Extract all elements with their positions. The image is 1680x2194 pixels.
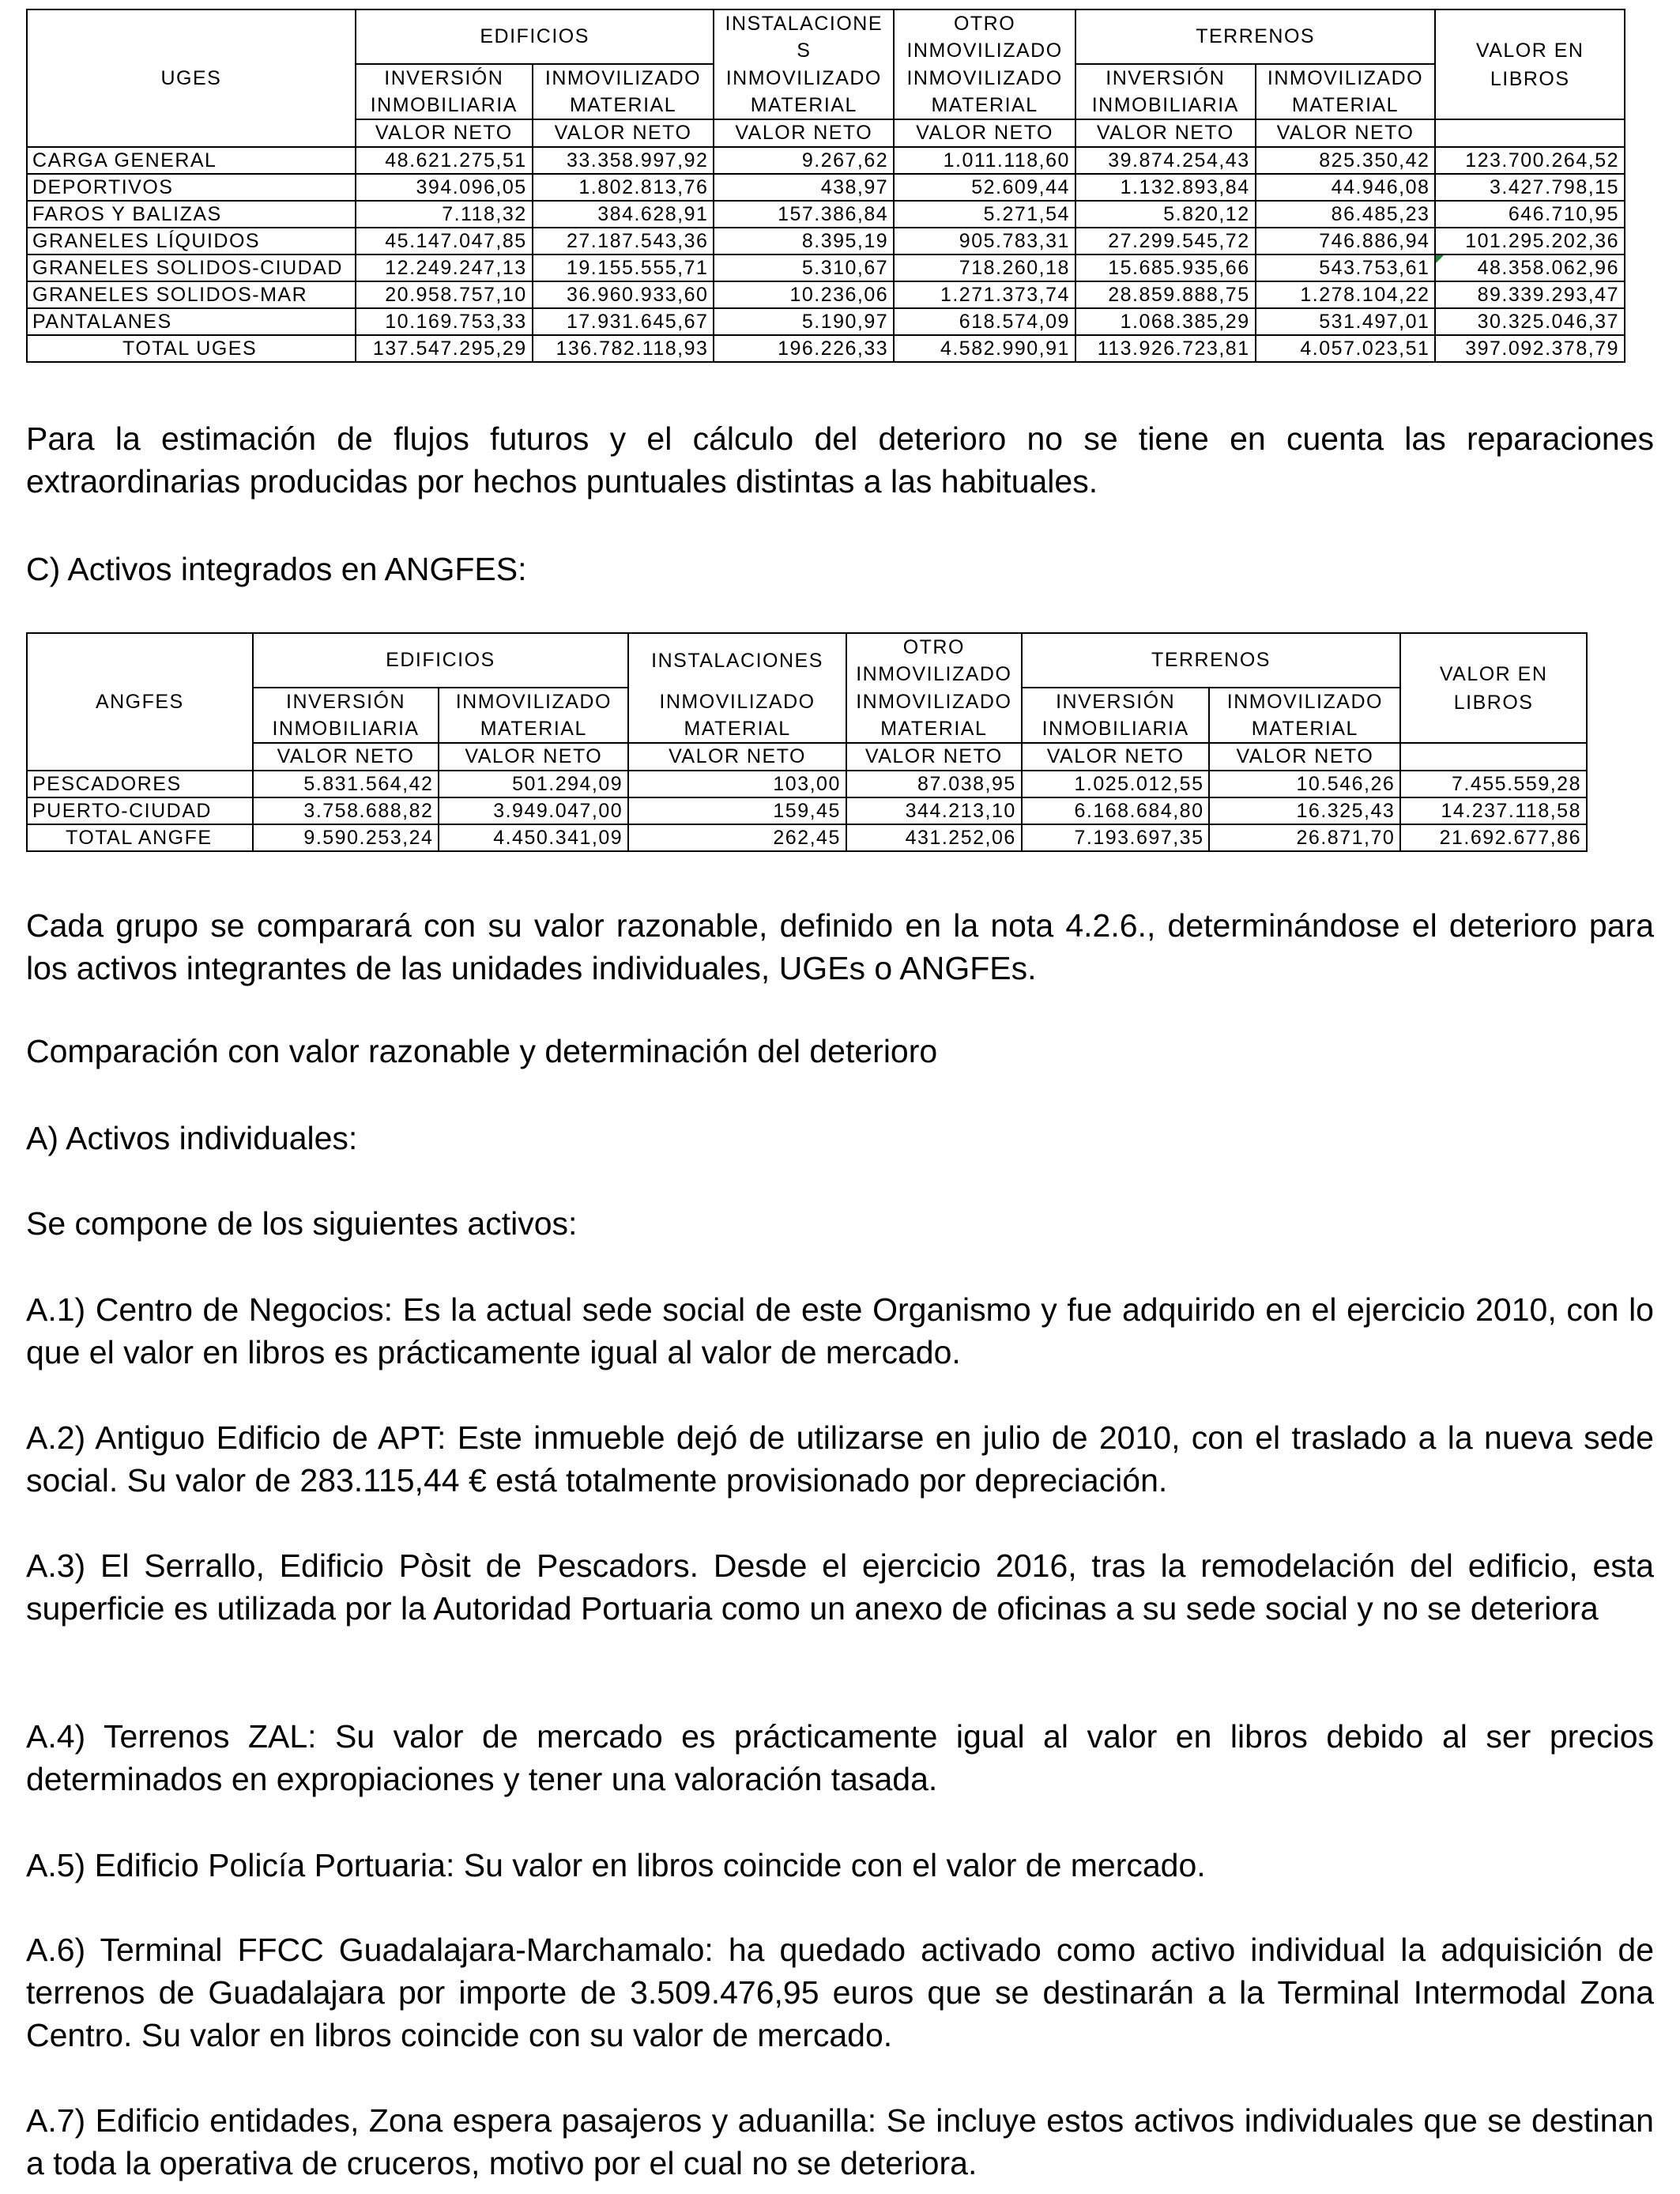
cell: 905.783,31: [894, 228, 1075, 254]
table-row: [27, 147, 1625, 174]
valor-neto-header: VALOR NETO: [533, 119, 714, 147]
cell: 45.147.047,85: [356, 228, 533, 254]
cell: 20.958.757,10: [356, 281, 533, 308]
cell: 1.278.104,22: [1256, 281, 1436, 308]
row-label: PUERTO-CIUDAD: [27, 797, 253, 824]
total-row: [27, 824, 1587, 851]
cell: 15.685.935,66: [1075, 254, 1256, 281]
instal-inm-mat-header: INMOVILIZADO MATERIAL: [628, 688, 846, 743]
cell: 9.267,62: [714, 147, 894, 174]
total-cell: 262,45: [628, 824, 846, 851]
heading-comparacion: Comparación con valor razonable y determinación del deterioro: [26, 1033, 938, 1069]
cell: 438,97: [714, 174, 894, 201]
total-label: TOTAL ANGFE: [27, 824, 253, 851]
angfes-header-row-1: [27, 633, 1587, 688]
table-row: [27, 281, 1625, 308]
cell: 394.096,05: [356, 174, 533, 201]
paragraph-flujos: Para la estimación de flujos futuros y el cálculo del deterioro no se tiene en cuenta las reparaciones extraordinarias producidas por hechos puntuales distintas a las habituales.: [26, 420, 1654, 499]
paragraph-a4: A.4) Terrenos ZAL: Su valor de mercado es prácticamente igual al valor en libros debido al ser precios determinados en expropiaciones y tener una valoración tasada.: [26, 1718, 1654, 1797]
valor-neto-header: VALOR NETO: [439, 743, 628, 771]
total-label: TOTAL UGES: [27, 335, 356, 362]
instal-inm-mat-header: INMOVILIZADO MATERIAL: [714, 64, 894, 119]
cell: 52.609,44: [894, 174, 1075, 201]
total-cell: 137.547.295,29: [356, 335, 533, 362]
cell: 7.118,32: [356, 201, 533, 228]
row-label: CARGA GENERAL: [27, 147, 356, 174]
heading-activos-individuales: A) Activos individuales:: [26, 1120, 358, 1156]
cell: 6.168.684,80: [1022, 797, 1210, 824]
cell: 86.485,23: [1256, 201, 1436, 228]
cell: 5.310,67: [714, 254, 894, 281]
cell: 10.169.753,33: [356, 308, 533, 335]
table-row: [27, 254, 1625, 281]
valor-neto-header: VALOR NETO: [1209, 743, 1400, 771]
valor-libros-header: VALOR EN LIBROS: [1435, 9, 1625, 119]
otro-inm-mat-header: INMOVILIZADO MATERIAL: [894, 64, 1075, 119]
cell: 27.187.543,36: [533, 228, 714, 254]
valor-libros-blank: [1435, 119, 1625, 147]
cell: 39.874.254,43: [1075, 147, 1256, 174]
row-label: PESCADORES: [27, 771, 253, 797]
valor-neto-header: VALOR NETO: [1022, 743, 1210, 771]
total-cell: 113.926.723,81: [1075, 335, 1256, 362]
valor-neto-header: VALOR NETO: [846, 743, 1022, 771]
terrenos-header: TERRENOS: [1075, 9, 1435, 64]
cell: 30.325.046,37: [1435, 308, 1625, 335]
cell: 5.831.564,42: [253, 771, 439, 797]
cell-flagged: 48.358.062,96: [1435, 254, 1625, 281]
table-row: [27, 174, 1625, 201]
cell: 1.068.385,29: [1075, 308, 1256, 335]
cell: 1.025.012,55: [1022, 771, 1210, 797]
valor-neto-header: VALOR NETO: [894, 119, 1075, 147]
total-cell: 196.226,33: [714, 335, 894, 362]
cell: 531.497,01: [1256, 308, 1436, 335]
cell: 5.820,12: [1075, 201, 1256, 228]
cell: 3.427.798,15: [1435, 174, 1625, 201]
valor-neto-header: VALOR NETO: [628, 743, 846, 771]
paragraph-a5: A.5) Edificio Policía Portuaria: Su valor en libros coincide con el valor de mercado.: [26, 1847, 1206, 1883]
table-row: [27, 228, 1625, 254]
edif-inv-inm-header: INVERSIÓN INMOBILIARIA: [356, 64, 533, 119]
uges-table: [26, 9, 1625, 363]
table-row: [27, 771, 1587, 797]
cell: 5.271,54: [894, 201, 1075, 228]
angfes-header-label: ANGFES: [27, 633, 253, 771]
table-row: [27, 201, 1625, 228]
cell: 36.960.933,60: [533, 281, 714, 308]
cell: 19.155.555,71: [533, 254, 714, 281]
otro-header: OTRO INMOVILIZADO: [846, 633, 1022, 688]
table-row: [27, 797, 1587, 824]
valor-libros-blank: [1400, 743, 1587, 771]
total-row: [27, 335, 1625, 362]
terr-inv-inm-header: INVERSIÓN INMOBILIARIA: [1022, 688, 1210, 743]
cell: 1.802.813,76: [533, 174, 714, 201]
instalaciones-header: INSTALACIONES: [628, 633, 846, 688]
uges-header-row-1: [27, 9, 1625, 64]
terr-inm-mat-header: INMOVILIZADO MATERIAL: [1209, 688, 1400, 743]
angfes-table: [26, 632, 1588, 852]
paragraph-a2: A.2) Antiguo Edificio de APT: Este inmueble dejó de utilizarse en julio de 2010, con el traslado a la nueva sede social. Su valor de 283.115,44 € está totalmente provisionado por depreciación.: [26, 1419, 1654, 1498]
cell: 543.753,61: [1256, 254, 1436, 281]
paragraph-a6: A.6) Terminal FFCC Guadalajara-Marchamalo: ha quedado activado como activo individual la adquisición de terrenos de Guadalajara por importe de 3.509.476,95 euros que se destinarán a la Terminal Intermodal Zona Centro. Su valor en libros coincide con su valor de mercado.: [26, 1932, 1654, 2053]
cell: 344.213,10: [846, 797, 1022, 824]
total-cell: 9.590.253,24: [253, 824, 439, 851]
cell: 16.325,43: [1209, 797, 1400, 824]
total-cell: 21.692.677,86: [1400, 824, 1587, 851]
cell: 1.011.118,60: [894, 147, 1075, 174]
paragraph-se-compone: Se compone de los siguientes activos:: [26, 1205, 578, 1242]
terrenos-header: TERRENOS: [1022, 633, 1400, 688]
cell: 159,45: [628, 797, 846, 824]
uges-header-label: UGES: [27, 9, 356, 147]
valor-neto-header: VALOR NETO: [356, 119, 533, 147]
cell: 646.710,95: [1435, 201, 1625, 228]
row-label: GRANELES LÍQUIDOS: [27, 228, 356, 254]
terr-inm-mat-header: INMOVILIZADO MATERIAL: [1256, 64, 1436, 119]
total-cell: 4.450.341,09: [439, 824, 628, 851]
edificios-header: EDIFICIOS: [356, 9, 714, 64]
cell: 123.700.264,52: [1435, 147, 1625, 174]
angfes-header-row-3: [27, 743, 1587, 771]
cell: 384.628,91: [533, 201, 714, 228]
cell: 89.339.293,47: [1435, 281, 1625, 308]
table-row: [27, 308, 1625, 335]
row-label: FAROS Y BALIZAS: [27, 201, 356, 228]
cell: 33.358.997,92: [533, 147, 714, 174]
cell: 8.395,19: [714, 228, 894, 254]
cell: 103,00: [628, 771, 846, 797]
cell: 718.260,18: [894, 254, 1075, 281]
cell: 3.949.047,00: [439, 797, 628, 824]
total-cell: 136.782.118,93: [533, 335, 714, 362]
row-label: DEPORTIVOS: [27, 174, 356, 201]
cell: 825.350,42: [1256, 147, 1436, 174]
otro-header: OTRO INMOVILIZADO: [894, 9, 1075, 64]
cell: 101.295.202,36: [1435, 228, 1625, 254]
paragraph-valor-razonable: Cada grupo se comparará con su valor razonable, definido en la nota 4.2.6., determinándose el deterioro para los activos integrantes de las unidades individuales, UGEs o ANGFEs.: [26, 907, 1654, 986]
cell: 14.237.118,58: [1400, 797, 1587, 824]
angfes-header-row-2: [27, 688, 1587, 743]
row-label: PANTALANES: [27, 308, 356, 335]
edif-inv-inm-header: INVERSIÓN INMOBILIARIA: [253, 688, 439, 743]
cell: 28.859.888,75: [1075, 281, 1256, 308]
cell: 12.249.247,13: [356, 254, 533, 281]
total-cell: 4.582.990,91: [894, 335, 1075, 362]
edif-inm-mat-header: INMOVILIZADO MATERIAL: [439, 688, 628, 743]
row-label: GRANELES SOLIDOS-MAR: [27, 281, 356, 308]
cell: 501.294,09: [439, 771, 628, 797]
total-cell: 397.092.378,79: [1435, 335, 1625, 362]
cell: 5.190,97: [714, 308, 894, 335]
terr-inv-inm-header: INVERSIÓN INMOBILIARIA: [1075, 64, 1256, 119]
edif-inm-mat-header: INMOVILIZADO MATERIAL: [533, 64, 714, 119]
paragraph-a3: A.3) El Serrallo, Edificio Pòsit de Pescadors. Desde el ejercicio 2016, tras la remodelación del edificio, esta superficie es utilizada por la Autoridad Portuaria como un anexo de oficinas a su sede social y no se deteriora: [26, 1547, 1654, 1627]
cell: 87.038,95: [846, 771, 1022, 797]
heading-angfes: C) Activos integrados en ANGFES:: [26, 551, 527, 587]
cell: 10.236,06: [714, 281, 894, 308]
cell: 1.271.373,74: [894, 281, 1075, 308]
edificios-header: EDIFICIOS: [253, 633, 629, 688]
cell: 1.132.893,84: [1075, 174, 1256, 201]
paragraph-a7: A.7) Edificio entidades, Zona espera pasajeros y aduanilla: Se incluye estos activos individuales que se destinan a toda la operativa de cruceros, motivo por el cual no se deteriora.: [26, 2102, 1654, 2181]
cell: 44.946,08: [1256, 174, 1436, 201]
paragraph-a1: A.1) Centro de Negocios: Es la actual sede social de este Organismo y fue adquirido en el ejercicio 2010, con lo que el valor en libros es prácticamente igual al valor de mercado.: [26, 1291, 1654, 1370]
valor-neto-header: VALOR NETO: [253, 743, 439, 771]
total-cell: 26.871,70: [1209, 824, 1400, 851]
cell: 746.886,94: [1256, 228, 1436, 254]
cell: 48.621.275,51: [356, 147, 533, 174]
cell: 157.386,84: [714, 201, 894, 228]
valor-libros-header: VALOR EN LIBROS: [1400, 633, 1587, 743]
cell: 618.574,09: [894, 308, 1075, 335]
cell: 27.299.545,72: [1075, 228, 1256, 254]
instalaciones-header: INSTALACIONE S: [714, 9, 894, 64]
total-cell: 7.193.697,35: [1022, 824, 1210, 851]
total-cell: 4.057.023,51: [1256, 335, 1436, 362]
valor-neto-header: VALOR NETO: [714, 119, 894, 147]
cell: 10.546,26: [1209, 771, 1400, 797]
row-label: GRANELES SOLIDOS-CIUDAD: [27, 254, 356, 281]
total-cell: 431.252,06: [846, 824, 1022, 851]
cell: 7.455.559,28: [1400, 771, 1587, 797]
cell: 17.931.645,67: [533, 308, 714, 335]
cell: 3.758.688,82: [253, 797, 439, 824]
valor-neto-header: VALOR NETO: [1075, 119, 1256, 147]
valor-neto-header: VALOR NETO: [1256, 119, 1436, 147]
otro-inm-mat-header: INMOVILIZADO MATERIAL: [846, 688, 1022, 743]
